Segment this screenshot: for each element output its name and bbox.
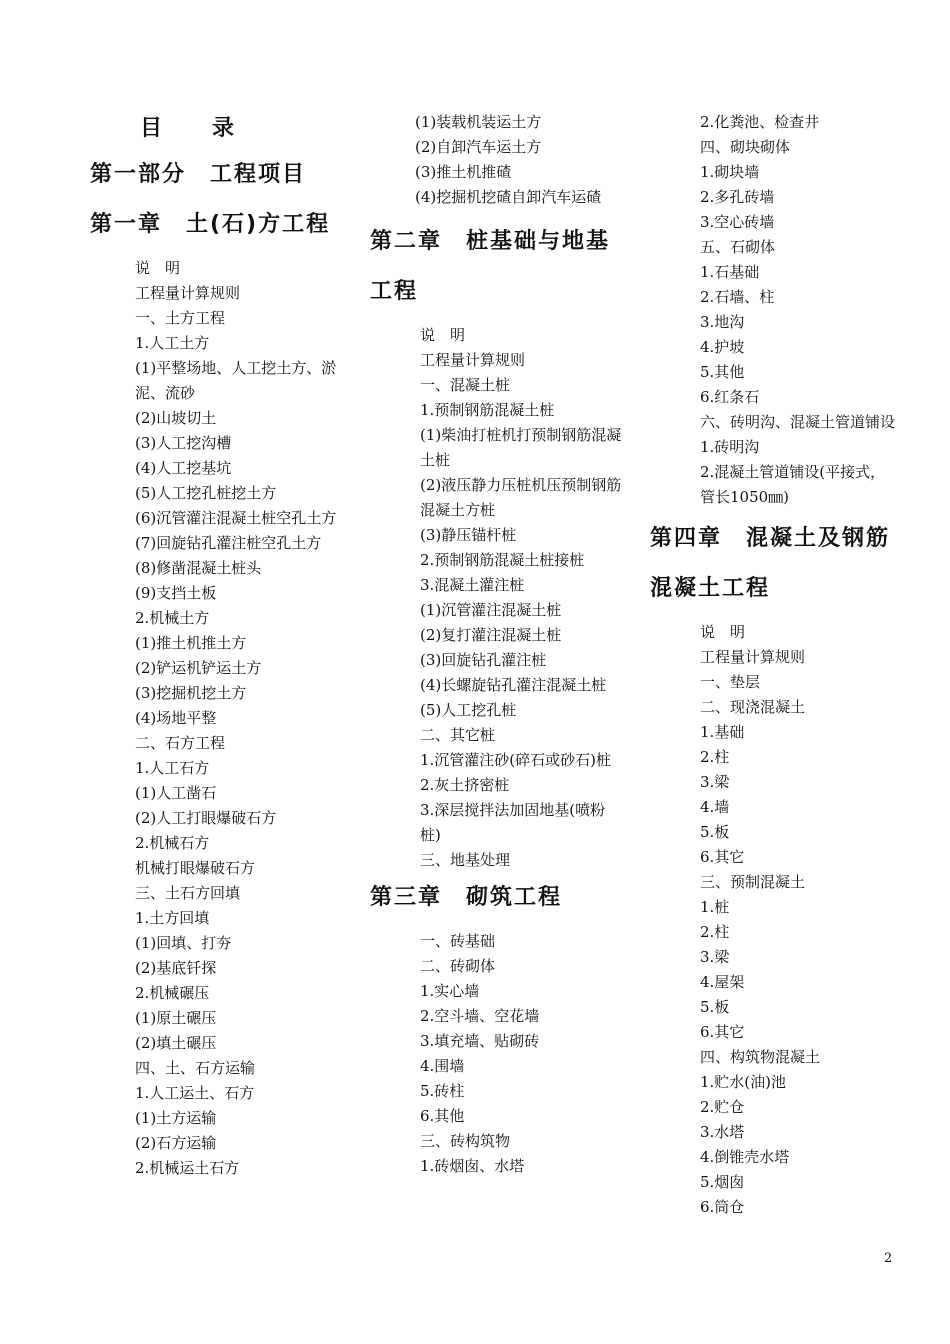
toc-entry: 2.机械运土石方 <box>135 1159 240 1177</box>
toc-entry: 2.空斗墙、空花墙 <box>420 1007 540 1025</box>
toc-entry: 说 明 <box>135 259 181 277</box>
toc-entry: 一、混凝土桩 <box>420 376 511 394</box>
part-heading: 第一部分 工程项目 <box>90 162 307 187</box>
toc-entry: 一、垫层 <box>700 673 761 691</box>
toc-column-3 <box>650 110 898 1220</box>
toc-entry: (3)回旋钻孔灌注桩 <box>420 651 547 669</box>
toc-entry: 2.预制钢筋混凝土桩接桩 <box>420 551 585 569</box>
toc-entry: 机械打眼爆破石方 <box>135 859 256 877</box>
chapter-3-entries <box>370 929 626 1179</box>
toc-entry: (1)原土碾压 <box>135 1009 217 1027</box>
toc-entry: 工程量计算规则 <box>700 648 806 666</box>
toc-entry: (2)基底钎探 <box>135 959 217 977</box>
toc-entry: (2)复打灌注混凝土桩 <box>420 626 562 644</box>
toc-entry: 5.板 <box>700 998 730 1016</box>
toc-entry: 四、构筑物混凝土 <box>700 1048 821 1066</box>
toc-entry: 工程量计算规则 <box>420 351 526 369</box>
toc-entry: (2)自卸汽车运土方 <box>415 138 542 156</box>
chapter-2-heading-line1: 第二章 桩基础与地基 <box>370 229 611 254</box>
toc-entry: 三、地基处理 <box>420 851 511 869</box>
toc-entry: 2.柱 <box>700 748 730 766</box>
toc-entry: 2.石墙、柱 <box>700 288 775 306</box>
toc-entry: (1)平整场地、人工挖土方、淤泥、流砂 <box>135 359 337 402</box>
toc-entry: 3.梁 <box>700 948 730 966</box>
chapter-4-heading-line1: 第四章 混凝土及钢筋 <box>650 526 891 551</box>
toc-entry: 6.筒仓 <box>700 1198 745 1216</box>
toc-entry: 2.机械碾压 <box>135 984 210 1002</box>
toc-entry: 1.人工运土、石方 <box>135 1084 255 1102</box>
toc-entry: (5)人工挖孔桩 <box>420 701 517 719</box>
toc-entry: 二、砖砌体 <box>420 957 496 975</box>
toc-entry: 6.其它 <box>700 1023 745 1041</box>
toc-entry: 4.屋架 <box>700 973 745 991</box>
toc-entry: 一、砖基础 <box>420 932 496 950</box>
column-2-continued-entries <box>370 110 626 210</box>
toc-entry: 4.围墙 <box>420 1057 465 1075</box>
toc-entry: (1)土方运输 <box>135 1109 217 1127</box>
toc-entry: 四、土、石方运输 <box>135 1059 256 1077</box>
toc-entry: 5.其他 <box>700 363 745 381</box>
toc-entry: 二、其它桩 <box>420 726 496 744</box>
toc-entry: 1.贮水(油)池 <box>700 1073 787 1091</box>
toc-entry: 1.石基础 <box>700 263 760 281</box>
toc-entry: 1.沉管灌注砂(碎石或砂石)桩 <box>420 751 612 769</box>
toc-entry: 2.机械土方 <box>135 609 210 627</box>
toc-entry: 2.化粪池、检查井 <box>700 113 820 131</box>
toc-entry: 4.墙 <box>700 798 730 816</box>
page-number: 2 <box>884 1251 893 1266</box>
toc-title: 目 录 <box>140 116 249 141</box>
toc-entry: 5.烟囱 <box>700 1173 745 1191</box>
toc-entry: (1)沉管灌注混凝土桩 <box>420 601 562 619</box>
toc-entry: 6.其他 <box>420 1107 465 1125</box>
toc-entry: 2.灰土挤密桩 <box>420 776 510 794</box>
toc-entry: 2.混凝土管道铺设(平接式，管长1050㎜) <box>700 463 886 506</box>
toc-entry: 二、现浇混凝土 <box>700 698 806 716</box>
toc-entry: 5.板 <box>700 823 730 841</box>
toc-entry: 2.贮仓 <box>700 1098 745 1116</box>
toc-entry: (3)静压锚杆桩 <box>420 526 517 544</box>
chapter-2-heading-line2: 工程 <box>370 279 419 304</box>
toc-entry: (4)长螺旋钻孔灌注混凝土桩 <box>420 676 607 694</box>
toc-entry: 一、土方工程 <box>135 309 226 327</box>
toc-entry: 1.砖明沟 <box>700 438 760 456</box>
toc-entry: 1.实心墙 <box>420 982 480 1000</box>
toc-entry: (6)沉管灌注混凝土桩空孔土方 <box>135 509 337 527</box>
toc-entry: 三、预制混凝土 <box>700 873 806 891</box>
toc-entry: 3.填充墙、贴砌砖 <box>420 1032 540 1050</box>
toc-entry: 1.人工土方 <box>135 334 210 352</box>
toc-entry: (2)山坡切土 <box>135 409 217 427</box>
toc-entry: 六、砖明沟、混凝土管道铺设 <box>700 413 896 431</box>
toc-entry: 二、石方工程 <box>135 734 226 752</box>
toc-entry: (1)柴油打桩机打预制钢筋混凝土桩 <box>420 426 622 469</box>
toc-entry: 4.倒锥壳水塔 <box>700 1148 790 1166</box>
chapter-2-entries <box>370 323 626 873</box>
toc-entry: 1.基础 <box>700 723 745 741</box>
toc-entry: (4)场地平整 <box>135 709 217 727</box>
toc-entry: (2)石方运输 <box>135 1134 217 1152</box>
toc-entry: (1)人工凿石 <box>135 784 217 802</box>
toc-entry: (2)铲运机铲运土方 <box>135 659 262 677</box>
toc-column-2 <box>370 110 626 1179</box>
chapter-4-entries <box>650 620 898 1220</box>
toc-entry: 3.深层搅拌法加固地基(喷粉桩) <box>420 801 606 844</box>
toc-entry: 6.其它 <box>700 848 745 866</box>
toc-entry: 三、土石方回填 <box>135 884 241 902</box>
toc-entry: (5)人工挖孔桩挖土方 <box>135 484 277 502</box>
toc-entry: (4)挖掘机挖碴自卸汽车运碴 <box>415 188 602 206</box>
chapter-1-heading: 第一章 土(石)方工程 <box>90 212 331 237</box>
toc-entry: 说 明 <box>700 623 746 641</box>
toc-entry: 3.梁 <box>700 773 730 791</box>
toc-entry: 1.人工石方 <box>135 759 210 777</box>
toc-entry: (2)填土碾压 <box>135 1034 217 1052</box>
toc-column-1 <box>90 110 348 1181</box>
toc-entry: 1.预制钢筋混凝土桩 <box>420 401 555 419</box>
toc-entry: 5.砖柱 <box>420 1082 465 1100</box>
toc-entry: 3.混凝土灌注桩 <box>420 576 525 594</box>
column-3-continued-entries <box>650 110 898 510</box>
toc-entry: 五、石砌体 <box>700 238 776 256</box>
chapter-3-heading: 第三章 砌筑工程 <box>370 885 563 910</box>
toc-entry: 1.桩 <box>700 898 730 916</box>
toc-entry: 3.地沟 <box>700 313 745 331</box>
toc-entry: 2.柱 <box>700 923 730 941</box>
toc-entry: 说 明 <box>420 326 466 344</box>
toc-entry: (8)修凿混凝土桩头 <box>135 559 262 577</box>
toc-entry: (3)挖掘机挖土方 <box>135 684 247 702</box>
toc-entry: (3)人工挖沟槽 <box>135 434 232 452</box>
toc-entry: 3.空心砖墙 <box>700 213 775 231</box>
toc-entry: 2.多孔砖墙 <box>700 188 775 206</box>
toc-entry: (1)推土机推土方 <box>135 634 247 652</box>
toc-entry: (9)支挡土板 <box>135 584 217 602</box>
toc-entry: (3)推土机推碴 <box>415 163 512 181</box>
toc-entry: (1)装载机装运土方 <box>415 113 542 131</box>
toc-entry: 四、砌块砌体 <box>700 138 791 156</box>
toc-entry: 6.红条石 <box>700 388 760 406</box>
toc-entry: 1.砌块墙 <box>700 163 760 181</box>
toc-entry: 4.护坡 <box>700 338 745 356</box>
toc-entry: (4)人工挖基坑 <box>135 459 232 477</box>
toc-entry: 工程量计算规则 <box>135 284 241 302</box>
toc-entry: 1.砖烟囱、水塔 <box>420 1157 525 1175</box>
chapter-4-heading-line2: 混凝土工程 <box>650 576 771 601</box>
toc-entry: 三、砖构筑物 <box>420 1132 511 1150</box>
toc-entry: (2)人工打眼爆破石方 <box>135 809 277 827</box>
toc-entry: (7)回旋钻孔灌注桩空孔土方 <box>135 534 322 552</box>
toc-entry: (1)回填、打夯 <box>135 934 232 952</box>
toc-entry: (2)液压静力压桩机压预制钢筋混凝土方桩 <box>420 476 622 519</box>
toc-entry: 1.土方回填 <box>135 909 210 927</box>
chapter-1-entries <box>90 256 348 1181</box>
toc-entry: 3.水塔 <box>700 1123 745 1141</box>
toc-entry: 2.机械石方 <box>135 834 210 852</box>
